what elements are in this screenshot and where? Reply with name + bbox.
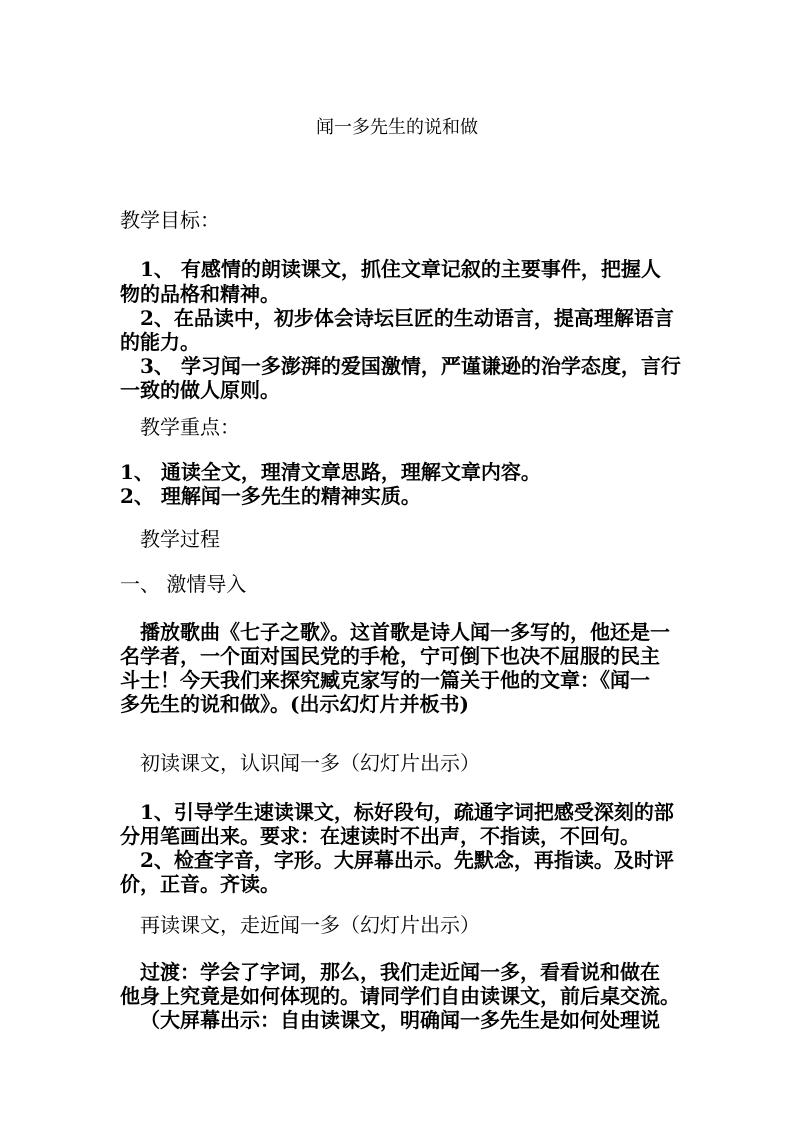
- section-2-line-4: 价，正音。齐读。: [120, 872, 280, 896]
- section-1-line-4: 多先生的说和做》。(出示幻灯片并板书): [120, 692, 469, 716]
- section-3-line-3: （大屏幕出示：自由读课文，明确闻一多先生是如何处理说: [140, 1008, 660, 1032]
- objective-2-line1: 2、在品读中，初步体会诗坛巨匠的生动语言，提高理解语言: [140, 306, 674, 330]
- objective-3-line1: 3、 学习闻一多澎湃的爱国激情，严谨谦逊的治学态度，言行: [140, 354, 681, 378]
- objective-1-line2: 物的品格和精神。: [120, 282, 280, 306]
- objective-1-line1: 1、 有感情的朗读课文，抓住文章记叙的主要事件，把握人: [140, 257, 661, 281]
- key-point-2: 2、 理解闻一多先生的精神实质。: [120, 484, 421, 508]
- section-3-line-2: 他身上究竟是如何体现的。请同学们自由读课文，前后桌交流。: [120, 984, 680, 1008]
- process-heading: 教学过程: [140, 527, 220, 551]
- objectives-heading: 教学目标：: [120, 208, 220, 232]
- section-1-line-1: 播放歌曲《七子之歌》。这首歌是诗人闻一多写的，他还是一: [140, 620, 670, 644]
- key-points-heading: 教学重点：: [140, 415, 240, 439]
- objective-3-line2: 一致的做人原则。: [120, 378, 280, 402]
- section-3-line-1: 过渡：学会了字词，那么，我们走近闻一多，看看说和做在: [140, 960, 660, 984]
- section-3-heading: 再读课文，走近闻一多（幻灯片出示）: [140, 913, 480, 937]
- section-2-line-2: 分用笔画出来。要求：在速读时不出声，不指读，不回句。: [120, 824, 640, 848]
- section-1-heading: 一、 激情导入: [120, 572, 247, 596]
- section-2-line-1: 1、引导学生速读课文，标好段句，疏通字词把感受深刻的部: [140, 800, 674, 824]
- section-1-line-2: 名学者，一个面对国民党的手枪，宁可倒下也决不屈服的民主: [120, 644, 660, 668]
- objective-2-line2: 的能力。: [120, 330, 200, 354]
- key-point-1: 1、 通读全文，理清文章思路，理解文章内容。: [120, 460, 541, 484]
- section-2-line-3: 2、检查字音，字形。大屏幕出示。先默念，再指读。及时评: [140, 848, 674, 872]
- section-2-heading: 初读课文，认识闻一多（幻灯片出示）: [140, 751, 480, 775]
- section-1-line-3: 斗士！今天我们来探究臧克家写的一篇关于他的文章：《闻一: [120, 668, 650, 692]
- document-title: 闻一多先生的说和做: [316, 117, 478, 138]
